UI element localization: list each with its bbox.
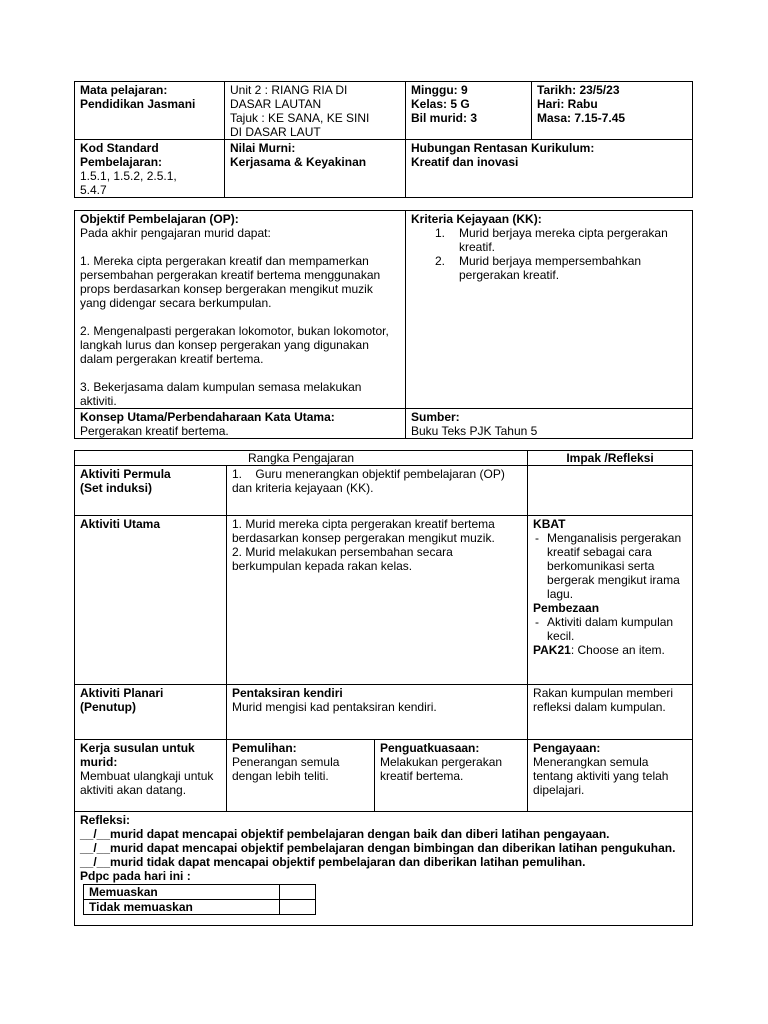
header-table <box>74 81 693 198</box>
reflection-line-2: __/__murid dapat mencapai objektif pembelajaran dengan bimbingan dan diberikan latihan pengukuhan. <box>80 841 676 855</box>
time: Masa: 7.15-7.45 <box>537 111 626 125</box>
unit-title: Unit 2 : RIANG RIA DI <box>230 83 348 97</box>
reinforcement-cell: Penguatkuasaan: Melakukan pergerakan kreatif bertema. <box>375 740 528 812</box>
objective-2: 2. Mengenalpasti pergerakan lokomotor, bukan lokomotor, langkah lurus dan konsep pergerakan yang digunakan dalam pergerakan kreatif bertema. <box>80 324 389 366</box>
source-title: Sumber: <box>411 410 460 424</box>
followup-cell: Kerja susulan untuk murid: Membuat ulangkaji untuk aktiviti akan datang. <box>75 740 227 812</box>
objective-1: 1. Mereka cipta pergerakan kreatif dan mempamerkan persembahan pergerakan kreatif bertema menggunakan props berdasarkan konsep bergerakan mengikut muzik yang didengar secara berkumpulan. <box>80 254 381 310</box>
pupil-count: Bil murid: 3 <box>411 111 478 125</box>
values-label: Nilai Murni: <box>230 141 296 155</box>
crosscurricular-value: Kreatif dan inovasi <box>411 155 519 169</box>
standard-label: Kod Standard <box>80 141 159 155</box>
subject-label: Mata pelajaran: <box>80 83 168 97</box>
option-tidak-memuaskan: Tidak memuaskan <box>84 900 280 915</box>
closure-label: Aktiviti Planari (Penutup) <box>75 685 227 740</box>
subject-value: Pendidikan Jasmani <box>80 97 196 111</box>
option-memuaskan: Memuaskan <box>84 885 280 900</box>
pdpc-label: Pdpc pada hari ini : <box>80 869 191 883</box>
week-cell <box>406 82 532 140</box>
date-cell <box>532 82 693 140</box>
standard-codes-cont: 5.4.7 <box>80 183 107 197</box>
main-activity-reflection <box>528 516 693 685</box>
list-item: - Aktiviti dalam kumpulan kecil. <box>533 615 687 643</box>
pak21-line: PAK21: Choose an item. <box>533 643 665 657</box>
values-cell <box>225 140 406 198</box>
week: Minggu: 9 <box>411 83 468 97</box>
crosscurricular-label: Hubungan Rentasan Kurikulum: <box>411 141 595 155</box>
set-induction-reflection <box>528 466 693 516</box>
objective-3: 3. Bekerjasama dalam kumpulan semasa melakukan aktiviti. <box>80 380 362 408</box>
remedial-cell: Pemulihan: Penerangan semula dengan lebih teliti. <box>227 740 375 812</box>
date: Tarikh: 23/5/23 <box>537 83 620 97</box>
concept-title: Konsep Utama/Perbendaharaan Kata Utama: <box>80 410 335 424</box>
reflection-line-3: __/__murid tidak dapat mencapai objektif pembelajaran dan diberikan latihan pemulihan. <box>80 855 586 869</box>
lesson-plan-table <box>74 450 693 926</box>
success-criteria-title: Kriteria Kejayaan (KK): <box>411 212 542 226</box>
kbat-title: KBAT <box>533 517 566 531</box>
source-value: Buku Teks PJK Tahun 5 <box>411 424 538 438</box>
reflection-title: Refleksi: <box>80 813 131 827</box>
standard-label-cont: Pembelajaran: <box>80 155 163 169</box>
crosscurricular-cell <box>406 140 693 198</box>
checkbox[interactable] <box>280 900 316 915</box>
closure-text: Pentaksiran kendiri Murid mengisi kad pentaksiran kendiri. <box>227 685 528 740</box>
checkbox[interactable] <box>280 885 316 900</box>
list-item: - Menganalisis pergerakan kreatif sebagai cara berkomunikasi serta bergerak mengikut irama lagu. <box>533 531 687 601</box>
differentiation-title: Pembezaan <box>533 601 600 615</box>
list-item: 2. Murid berjaya mempersembahkan pergerakan kreatif. <box>435 254 642 282</box>
success-criteria-cell <box>406 211 693 409</box>
source-cell <box>406 409 693 439</box>
unit-cell <box>225 82 406 140</box>
set-induction-label: Aktiviti Permula (Set induksi) <box>75 466 227 516</box>
reflection-cell <box>75 812 693 926</box>
success-criteria-list <box>411 226 687 282</box>
concept-value: Pergerakan kreatif bertema. <box>80 424 229 438</box>
values-value: Kerjasama & Keyakinan <box>230 155 367 169</box>
reflection-header: Impak /Refleksi <box>528 451 693 466</box>
unit-title-cont: DASAR LAUTAN <box>230 97 322 111</box>
day: Hari: Rabu <box>537 97 598 111</box>
set-induction-text: 1. Guru menerangkan objektif pembelajaran (OP) dan kriteria kejayaan (KK). <box>227 466 528 516</box>
topic-title: Tajuk : KE SANA, KE SINI <box>230 111 370 125</box>
objectives-table <box>74 210 693 439</box>
standard-cell <box>75 140 225 198</box>
reflection-line-1: __/__murid dapat mencapai objektif pembelajaran dengan baik dan diberi latihan pengayaan. <box>80 827 610 841</box>
enrichment-cell: Pengayaan: Menerangkan semula tentang aktiviti yang telah dipelajari. <box>528 740 693 812</box>
framework-header: Rangka Pengajaran <box>75 451 528 466</box>
standard-codes: 1.5.1, 1.5.2, 2.5.1, <box>80 169 177 183</box>
list-item: 1. Murid berjaya mereka cipta pergerakan kreatif. <box>435 226 668 254</box>
objectives-cell <box>75 211 406 409</box>
class: Kelas: 5 G <box>411 97 470 111</box>
main-activity-text: 1. Murid mereka cipta pergerakan kreatif bertema berdasarkan konsep pergerakan mengikut muzik. 2. Murid melakukan persembahan secara berkumpulan kepada rakan kelas. <box>227 516 528 685</box>
objectives-intro: Pada akhir pengajaran murid dapat: <box>80 226 271 240</box>
subject-cell <box>75 82 225 140</box>
objectives-title: Objektif Pembelajaran (OP): <box>80 212 239 226</box>
closure-reflection: Rakan kumpulan memberi refleksi dalam kumpulan. <box>528 685 693 740</box>
pdpc-options <box>83 884 316 915</box>
main-activity-label: Aktiviti Utama <box>75 516 227 685</box>
concept-cell <box>75 409 406 439</box>
topic-title-cont: DI DASAR LAUT <box>230 125 321 139</box>
